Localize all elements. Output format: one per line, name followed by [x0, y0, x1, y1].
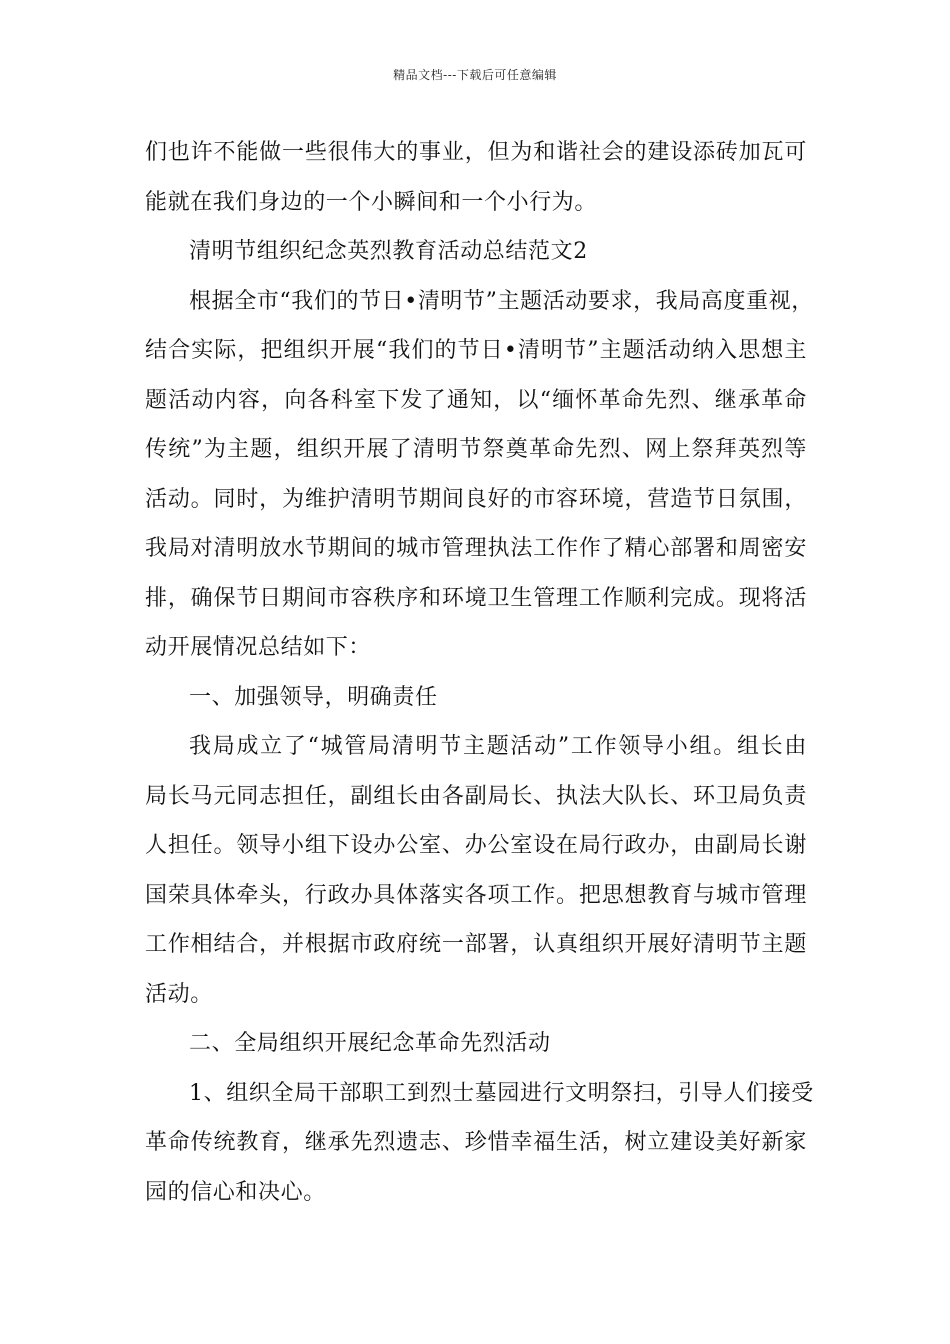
- text-line: 人担任。领导小组下设办公室、办公室设在局行政办，由副局长谢: [145, 833, 807, 858]
- text-line: 排，确保节日期间市容秩序和环境卫生管理工作顺利完成。现将活: [145, 585, 807, 611]
- text-line: 我局成立了“城管局清明节主题活动”工作领导小组。组长由: [189, 734, 807, 759]
- text-line: 1、组织全局干部职工到烈士墓园进行文明祭扫，引导人们接受: [189, 1080, 814, 1106]
- text-line: 清明节组织纪念英烈教育活动总结范文2: [189, 239, 588, 264]
- text-line: 国荣具体牵头，行政办具体落实各项工作。把思想教育与城市管理: [145, 882, 807, 908]
- text-line: 动开展情况总结如下：: [145, 635, 372, 660]
- text-line: 局长马元同志担任，副组长由各副局长、执法大队长、环卫局负责: [145, 783, 807, 809]
- text-line: 题活动内容，向各科室下发了通知，以“缅怀革命先烈、继承革命: [145, 387, 807, 413]
- text-line: 二、全局组织开展纪念革命先烈活动: [189, 1031, 551, 1056]
- text-line: 园的信心和决心。: [145, 1179, 326, 1205]
- text-line: 根据全市“我们的节日•清明节”主题活动要求，我局高度重视，: [189, 288, 814, 314]
- text-line: 革命传统教育，继承先烈遗志、珍惜幸福生活，树立建设美好新家: [145, 1130, 807, 1155]
- page-header: 精品文档---下载后可任意编辑: [393, 68, 557, 82]
- text-line: 我局对清明放水节期间的城市管理执法工作作了精心部署和周密安: [145, 536, 807, 561]
- text-line: 工作相结合，并根据市政府统一部署，认真组织开展好清明节主题: [145, 932, 807, 957]
- text-line: 活动。同时，为维护清明节期间良好的市容环境，营造节日氛围，: [145, 486, 807, 512]
- text-line: 一、加强领导，明确责任: [189, 684, 438, 710]
- text-line: 结合实际，把组织开展“我们的节日•清明节”主题活动纳入思想主: [145, 338, 807, 363]
- document-body: [145, 128, 814, 1217]
- text-line: 能就在我们身边的一个小瞬间和一个小行为。: [145, 189, 598, 215]
- text-line: 们也许不能做一些很伟大的事业，但为和谐社会的建设添砖加瓦可: [145, 140, 807, 165]
- text-line: 活动。: [145, 981, 213, 1007]
- text-line: 传统”为主题，组织开展了清明节祭奠革命先烈、网上祭拜英烈等: [145, 437, 807, 462]
